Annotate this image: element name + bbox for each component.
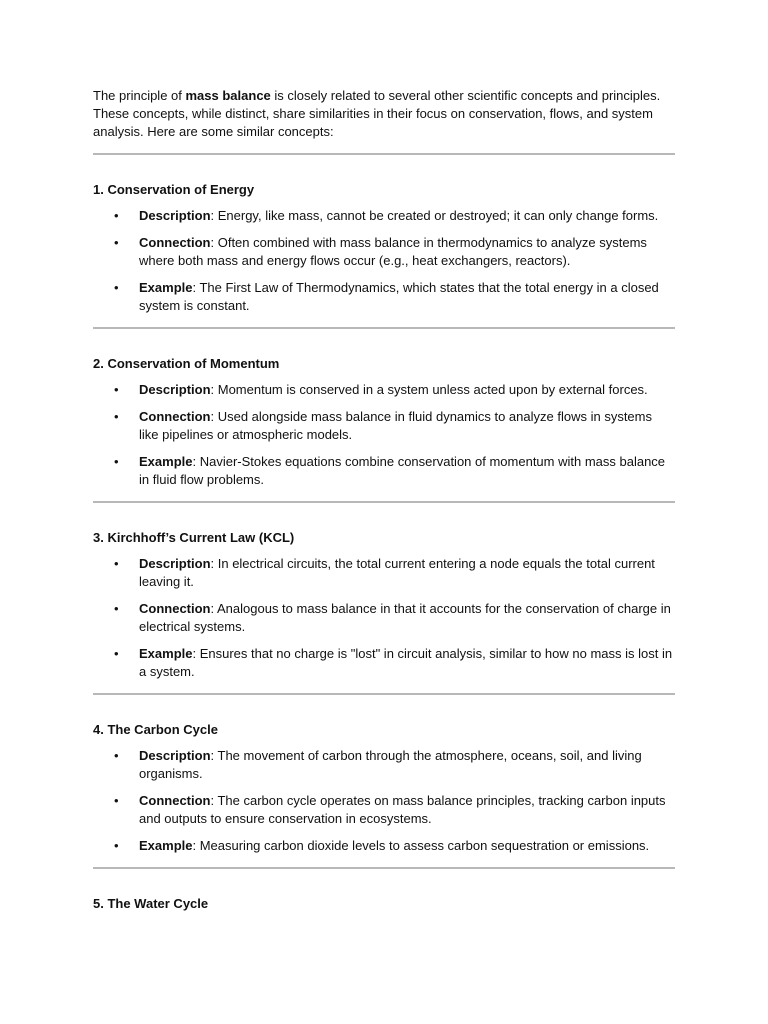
list-item bbox=[93, 381, 675, 399]
list-item bbox=[93, 408, 675, 444]
bullet-list bbox=[93, 381, 675, 489]
section-water-cycle bbox=[93, 895, 675, 913]
horizontal-rule bbox=[93, 153, 675, 155]
section-conservation-of-momentum bbox=[93, 355, 675, 489]
list-item bbox=[93, 792, 675, 828]
bullet-icon: • bbox=[114, 748, 119, 763]
item-term: Example bbox=[139, 838, 193, 853]
item-text: : Energy, like mass, cannot be created or destroyed; it can only change forms. bbox=[210, 208, 659, 223]
item-term: Connection bbox=[139, 601, 211, 616]
item-term: Example bbox=[139, 646, 193, 661]
bullet-icon: • bbox=[114, 556, 119, 571]
item-text: : Used alongside mass balance in fluid dynamics to analyze flows in systems like pipelines or atmospheric models. bbox=[139, 409, 652, 442]
bullet-list bbox=[93, 747, 675, 855]
section-carbon-cycle bbox=[93, 721, 675, 855]
list-item bbox=[93, 234, 675, 270]
horizontal-rule bbox=[93, 867, 675, 869]
item-text: : The carbon cycle operates on mass balance principles, tracking carbon inputs and outputs to ensure conservation in ecosystems. bbox=[139, 793, 666, 826]
item-text: : Analogous to mass balance in that it accounts for the conservation of charge in electrical systems. bbox=[139, 601, 671, 634]
bullet-icon: • bbox=[114, 601, 119, 616]
item-term: Connection bbox=[139, 409, 211, 424]
section-heading: 1. Conservation of Energy bbox=[93, 182, 255, 197]
section-kirchhoffs-current-law bbox=[93, 529, 675, 681]
bullet-icon: • bbox=[114, 838, 119, 853]
item-text: : Ensures that no charge is "lost" in circuit analysis, similar to how no mass is lost in a system. bbox=[139, 646, 673, 679]
bullet-icon: • bbox=[114, 235, 119, 250]
horizontal-rule bbox=[93, 693, 675, 695]
bullet-icon: • bbox=[114, 382, 119, 397]
item-text: : Often combined with mass balance in thermodynamics to analyze systems where both mass and energy flows occur (e.g., heat exchangers, reactors). bbox=[139, 235, 647, 268]
bullet-icon: • bbox=[114, 208, 119, 223]
bullet-icon: • bbox=[114, 454, 119, 469]
item-term: Description bbox=[139, 748, 211, 763]
item-term: Description bbox=[139, 556, 211, 571]
item-term: Description bbox=[139, 208, 211, 223]
horizontal-rule bbox=[93, 327, 675, 329]
list-item bbox=[93, 279, 675, 315]
item-term: Description bbox=[139, 382, 211, 397]
item-text: : The First Law of Thermodynamics, which states that the total energy in a closed system is constant. bbox=[139, 280, 659, 313]
item-text: : Navier-Stokes equations combine conservation of momentum with mass balance in fluid flow problems. bbox=[139, 454, 666, 487]
bullet-list bbox=[93, 207, 675, 315]
item-text: : The movement of carbon through the atmosphere, oceans, soil, and living organisms. bbox=[139, 748, 642, 781]
list-item bbox=[93, 207, 675, 225]
bullet-icon: • bbox=[114, 409, 119, 424]
section-heading: 2. Conservation of Momentum bbox=[93, 356, 280, 371]
item-term: Connection bbox=[139, 235, 211, 250]
horizontal-rule bbox=[93, 501, 675, 503]
intro-bold-term: mass balance bbox=[185, 88, 271, 103]
item-text: : In electrical circuits, the total current entering a node equals the total current leaving it. bbox=[139, 556, 655, 589]
list-item bbox=[93, 747, 675, 783]
list-item bbox=[93, 600, 675, 636]
bullet-icon: • bbox=[114, 646, 119, 661]
bullet-icon: • bbox=[114, 280, 119, 295]
section-heading: 5. The Water Cycle bbox=[93, 896, 209, 911]
item-text: : Measuring carbon dioxide levels to assess carbon sequestration or emissions. bbox=[192, 838, 650, 853]
bullet-list bbox=[93, 555, 675, 681]
section-heading: 4. The Carbon Cycle bbox=[93, 722, 218, 737]
section-heading: 3. Kirchhoff’s Current Law (KCL) bbox=[93, 530, 295, 545]
item-text: : Momentum is conserved in a system unless acted upon by external forces. bbox=[210, 382, 648, 397]
section-conservation-of-energy bbox=[93, 181, 675, 315]
intro-paragraph bbox=[93, 87, 675, 141]
item-term: Example bbox=[139, 454, 193, 469]
item-term: Connection bbox=[139, 793, 211, 808]
list-item bbox=[93, 555, 675, 591]
intro-prefix: The principle of bbox=[93, 88, 186, 103]
document-body bbox=[93, 87, 675, 913]
intro-suffix: is closely related to several other scientific concepts and principles. These concepts, while distinct, share similarities in their focus on conservation, flows, and system analysis. Here are some similar concepts: bbox=[93, 88, 661, 139]
list-item bbox=[93, 453, 675, 489]
list-item bbox=[93, 837, 675, 855]
list-item bbox=[93, 645, 675, 681]
item-term: Example bbox=[139, 280, 193, 295]
bullet-icon: • bbox=[114, 793, 119, 808]
